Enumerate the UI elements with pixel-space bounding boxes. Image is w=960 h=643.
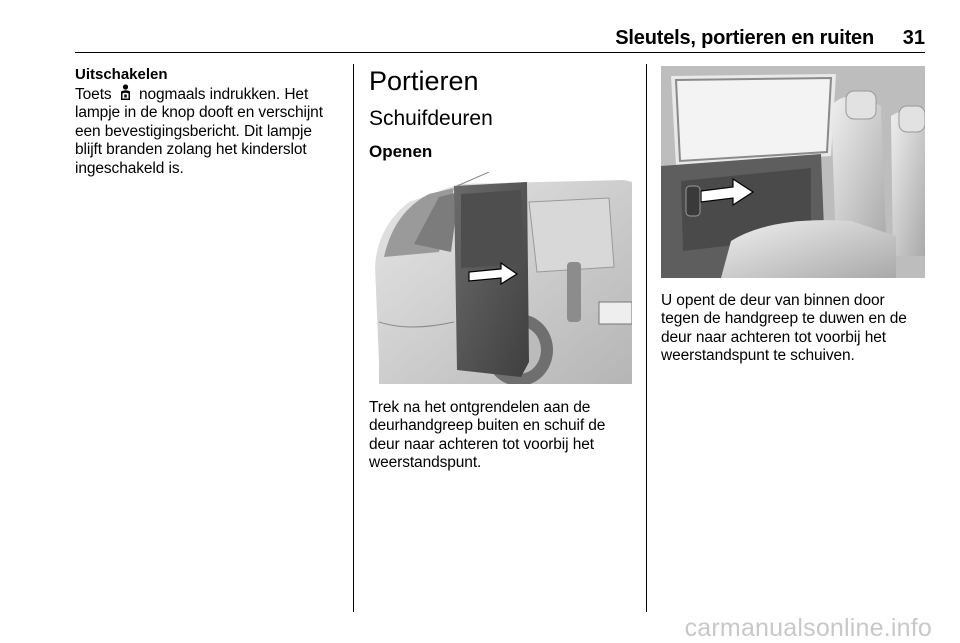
figure-caption-interior: U opent de deur van binnen door tegen de handgreep te duwen en de deur naar achteren tot voorbij het weerstandspunt te schuiven. <box>661 292 907 365</box>
watermark: carmanualsonline.info <box>684 614 932 642</box>
section-heading: Portieren <box>369 66 479 96</box>
figure-caption-exterior: Trek na het ontgrendelen aan de deurhandgreep buiten en schuif de deur naar achteren tot voorbij het weerstandspunt. <box>369 399 606 472</box>
text-before-icon: Toets <box>75 86 112 103</box>
header-title: Sleutels, portieren en ruiten <box>615 27 874 49</box>
subsection-heading: Schuifdeuren <box>369 107 493 130</box>
column-1 <box>75 66 343 178</box>
sub-subsection-heading: Openen <box>369 142 433 161</box>
section-subheading: Uitschakelen <box>75 66 168 83</box>
van-sliding-door-exterior-illustration <box>369 172 632 384</box>
text-after-icon: nogmaals indrukken. Het lampje in de knop dooft en verschijnt een bevestigingsbericht. Dit lampje blijft branden zolang het kinderslot ingeschakeld is. <box>75 86 323 177</box>
column-2 <box>369 66 635 162</box>
body-paragraph <box>75 84 343 178</box>
column-divider-1 <box>353 64 354 612</box>
page-number: 31 <box>902 27 925 49</box>
column-divider-2 <box>646 64 647 612</box>
van-sliding-door-interior-illustration <box>661 66 925 278</box>
header-rule <box>75 52 925 53</box>
child-lock-icon <box>118 84 133 101</box>
